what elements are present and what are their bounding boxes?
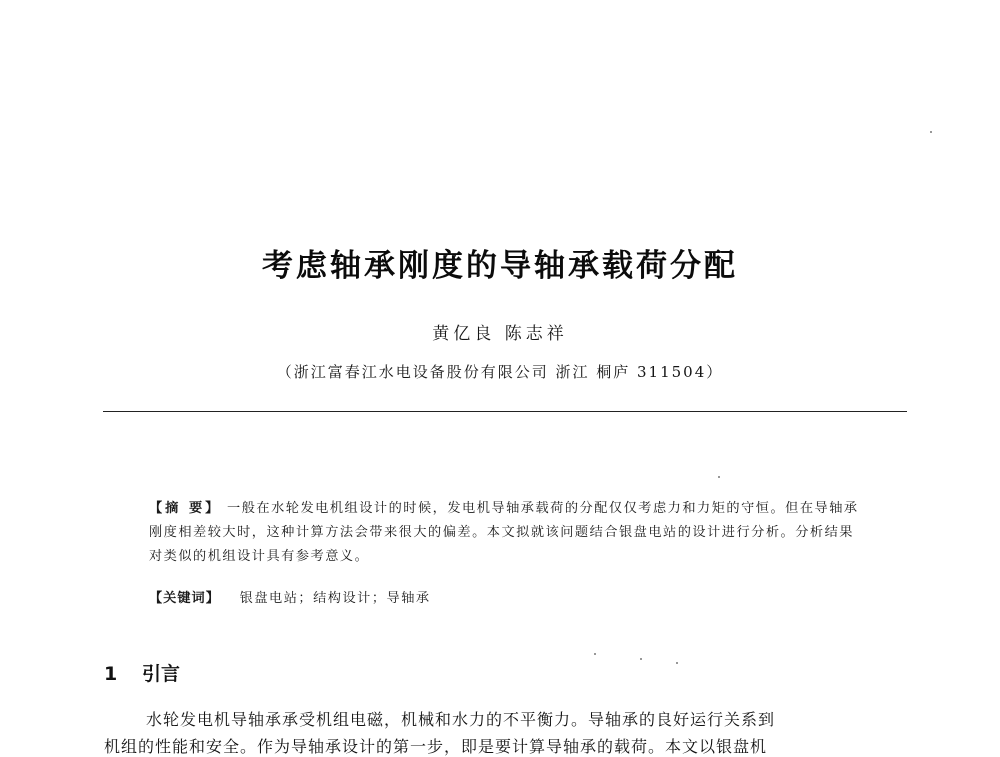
author-names: 黄亿良 陈志祥 [432,324,568,344]
header-divider [103,411,907,412]
body-paragraph-line: 水轮发电机导轴承承受机组电磁，机械和水力的不平衡力。导轴承的良好运行关系到 [146,710,776,729]
paper-title: 考虑轴承刚度的导轴承载荷分配 [262,248,738,284]
keywords-label: 【关键词】 [149,591,220,606]
body-paragraph-line: 机组的性能和安全。作为导轴承设计的第一步，即是要计算导轴承的载荷。本文以银盘机 [104,737,768,756]
abstract-block [149,497,861,569]
scan-speck [594,653,596,655]
keywords-block [149,587,861,606]
scan-speck [718,476,720,478]
abstract-label: 【摘 要】 [149,501,222,516]
author-affiliation: （浙江富春江水电设备股份有限公司 浙江 桐庐 311504） [276,363,724,381]
section-number: 1 [104,663,118,685]
section-title: 引言 [142,663,181,685]
keywords-text: 银盘电站；结构设计；导轴承 [239,591,431,606]
scan-speck [676,662,678,664]
scan-speck [930,131,932,133]
section-heading [104,659,180,686]
abstract-text: 一般在水轮发电机组设计的时候，发电机导轴承载荷的分配仅仅考虑力和力矩的守恒。但在导轴承刚度相差较大时，这种计算方法会带来很大的偏差。本文拟就该问题结合银盘电站的设计进行分析。分析结果对类似的机组设计具有参考意义。 [149,501,859,564]
scan-speck [640,658,642,660]
